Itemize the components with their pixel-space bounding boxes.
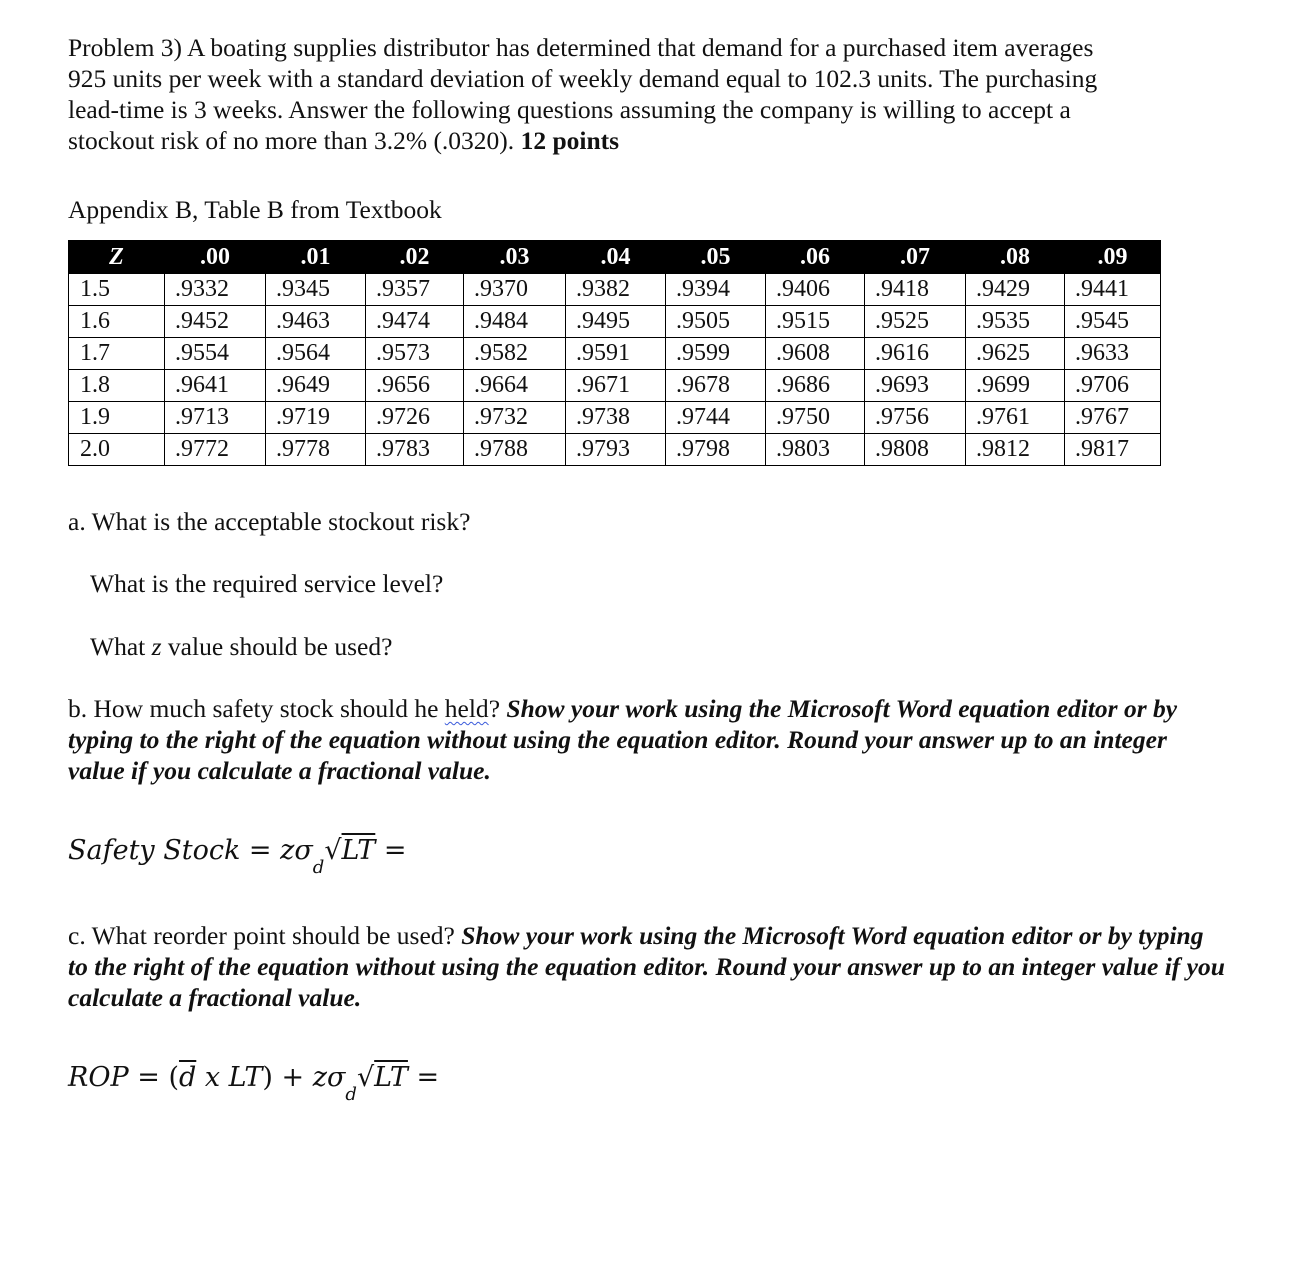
table-cell: .9798 [666,434,766,466]
formula-z-sigma: zσ [280,835,313,866]
table-cell: .9564 [266,338,366,370]
z-value-cell: 1.7 [69,338,165,370]
table-cell: .9357 [366,274,464,306]
table-cell: .9713 [165,402,266,434]
formula-z-sigma: zσ [312,1062,346,1093]
table-cell: .9345 [266,274,366,306]
formula-close-paren: ) [262,1062,273,1093]
z-table [68,240,1161,466]
table-cell: .9817 [1065,434,1161,466]
problem-line-1: Problem 3) A boating supplies distributor has determined that demand for a purchased item averages [68,33,1094,62]
table-cell: .9463 [266,306,366,338]
table-cell: .9515 [766,306,865,338]
formula-lt: LT [374,1062,408,1093]
question-b [68,693,1228,786]
question-a-z-var: z [151,632,162,661]
table-cell: .9783 [366,434,464,466]
table-cell: .9616 [865,338,966,370]
question-b-prefix: b. How much safety stock should he [68,694,445,723]
z-table-header: .04 [566,241,666,274]
z-value-cell: 1.5 [69,274,165,306]
table-cell: .9738 [566,402,666,434]
sqrt-symbol: √ [324,835,342,866]
table-cell: .9767 [1065,402,1161,434]
table-cell: .9686 [766,370,865,402]
table-cell: .9750 [766,402,865,434]
formula-x-lt: x LT [196,1062,263,1093]
table-cell: .9535 [966,306,1065,338]
safety-stock-lhs: Safety Stock [68,835,241,866]
table-cell: .9633 [1065,338,1161,370]
problem-line-4 [68,125,1218,156]
question-a-z-value [90,631,392,662]
table-cell: .9772 [165,434,266,466]
table-cell: .9756 [865,402,966,434]
reorder-point-formula [68,1061,440,1105]
table-cell: .9441 [1065,274,1161,306]
table-cell: .9744 [666,402,766,434]
table-cell: .9452 [165,306,266,338]
table-cell: .9382 [566,274,666,306]
table-cell: .9719 [266,402,366,434]
table-cell: .9625 [966,338,1065,370]
z-value-cell: 1.9 [69,402,165,434]
formula-equals: = [128,1062,169,1093]
formula-subscript-d: d [345,1084,357,1105]
table-cell: .9394 [666,274,766,306]
formula-open-paren: ( [168,1062,179,1093]
question-a-risk: a. What is the acceptable stockout risk? [68,507,471,536]
z-table-header: .00 [165,241,266,274]
z-table-header: .02 [366,241,464,274]
table-cell: .9788 [464,434,566,466]
z-table-header: .08 [966,241,1065,274]
z-table-header: .05 [666,241,766,274]
table-cell: .9761 [966,402,1065,434]
question-c-prefix: c. What reorder point should be used? [68,921,462,950]
z-value-cell: 1.8 [69,370,165,402]
table-cell: .9429 [966,274,1065,306]
table-cell: .9484 [464,306,566,338]
table-cell: .9649 [266,370,366,402]
table-cell: .9495 [566,306,666,338]
formula-d-bar: $\overline{d}$ [178,1062,197,1093]
table-cell: .9599 [666,338,766,370]
table-cell: .9808 [865,434,966,466]
spellcheck-flagged-word: held [444,694,489,723]
question-c [68,920,1228,1013]
z-value-cell: 1.6 [69,306,165,338]
table-cell: .9474 [366,306,464,338]
z-table-header: .06 [766,241,865,274]
table-cell: .9641 [165,370,266,402]
table-row [69,306,1161,338]
formula-plus: + [272,1062,313,1093]
rop-lhs: ROP [68,1062,129,1093]
safety-stock-formula [68,834,407,878]
table-cell: .9671 [566,370,666,402]
z-table-header-z: Z [69,241,165,274]
problem-line-4-text: stockout risk of no more than 3.2% (.0320). [68,126,521,155]
formula-lt: LT [341,835,376,866]
table-cell: .9332 [165,274,266,306]
formula-end-equals: = [375,835,407,866]
problem-line-3: lead-time is 3 weeks. Answer the following questions assuming the company is willing to accept a [68,95,1071,124]
table-cell: .9545 [1065,306,1161,338]
question-a-z-suffix: value should be used? [161,632,393,661]
table-cell: .9803 [766,434,865,466]
table-cell: .9656 [366,370,464,402]
z-table-header: .01 [266,241,366,274]
question-b-instruction: Show your work using the Microsoft Word equation editor or by typing to the right of the equation without using the equation editor. Round your answer up to an integer value if you calculate a fractional value. [68,694,1178,785]
formula-end-equals: = [407,1062,440,1093]
table-cell: .9693 [865,370,966,402]
question-a-service-level: What is the required service level? [90,569,444,598]
problem-statement [68,32,1218,156]
table-cell: .9812 [966,434,1065,466]
sqrt-symbol: √ [356,1062,375,1093]
table-cell: .9706 [1065,370,1161,402]
table-cell: .9591 [566,338,666,370]
table-cell: .9793 [566,434,666,466]
table-cell: .9370 [464,274,566,306]
table-cell: .9505 [666,306,766,338]
table-cell: .9582 [464,338,566,370]
table-row [69,402,1161,434]
table-cell: .9726 [366,402,464,434]
table-cell: .9418 [865,274,966,306]
table-cell: .9525 [865,306,966,338]
problem-line-2: 925 units per week with a standard deviation of weekly demand equal to 102.3 units. The purchasing [68,64,1098,93]
table-cell: .9699 [966,370,1065,402]
table-row [69,338,1161,370]
question-a-z-prefix: What [90,632,152,661]
z-value-cell: 2.0 [69,434,165,466]
table-cell: .9573 [366,338,464,370]
formula-equals: = [240,835,281,866]
table-cell: .9778 [266,434,366,466]
z-table-header: .09 [1065,241,1161,274]
table-cell: .9554 [165,338,266,370]
points-label: 12 points [520,126,620,155]
table-cell: .9406 [766,274,865,306]
table-cell: .9732 [464,402,566,434]
table-row [69,434,1161,466]
table-row [69,274,1161,306]
question-c-instruction: Show your work using the Microsoft Word equation editor or by typing to the right of the equation without using the equation editor. Round your answer up to an integer value if you calculate a fractional value. [68,921,1225,1012]
appendix-title: Appendix B, Table B from Textbook [68,195,442,224]
question-b-qmark: ? [488,694,507,723]
z-table-header: .07 [865,241,966,274]
z-table-header: .03 [464,241,566,274]
z-table-header-row [69,241,1161,274]
formula-subscript-d: d [312,857,325,878]
table-row [69,370,1161,402]
table-cell: .9664 [464,370,566,402]
table-cell: .9678 [666,370,766,402]
table-cell: .9608 [766,338,865,370]
